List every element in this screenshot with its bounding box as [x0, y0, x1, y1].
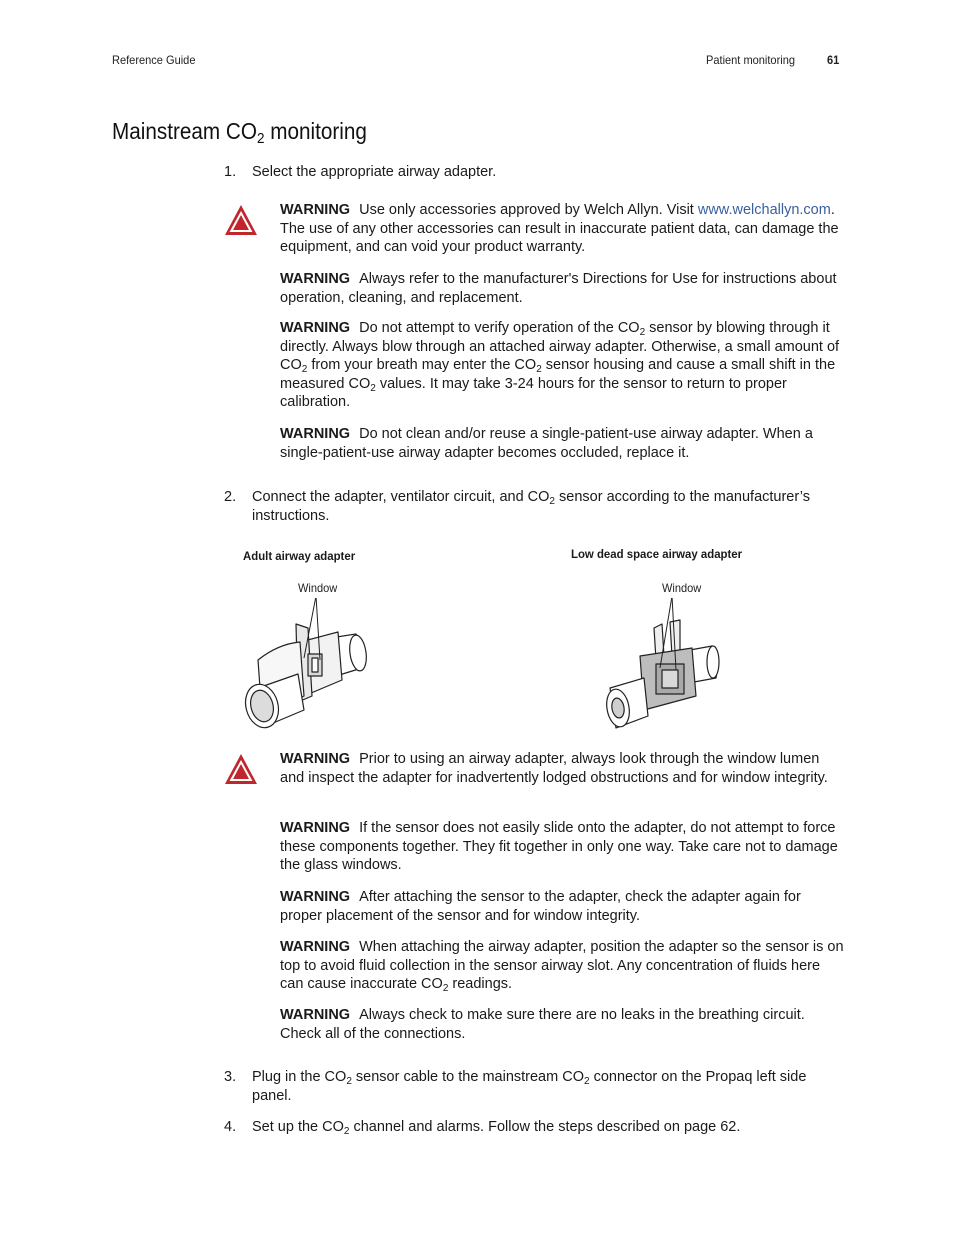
- page-title: Mainstream $CO_2$ monitoring: [112, 118, 367, 147]
- running-header-guide: Reference Guide: [112, 53, 196, 67]
- warning-label: WARNING: [280, 320, 351, 336]
- warning-label: WARNING: [280, 271, 351, 287]
- warning-fluid-collection: WARNING When attaching the airway adapter, position the adapter so the sensor is on top to avoid fluid collection in the sensor airway slot. Any concentration of fluids here can cause inaccurate $CO_2$ readings.: [280, 939, 844, 994]
- warning-inspect-window: WARNING Prior to using an airway adapter, always look through the window lumen and inspect the adapter for inadvertently lodged obstructions and for window integrity.: [280, 751, 828, 786]
- warning-check-placement: WARNING After attaching the sensor to the adapter, check the adapter again for proper placement of the sensor and for window integrity.: [280, 889, 801, 924]
- page-number: 61: [827, 53, 840, 67]
- warning-label: WARNING: [280, 202, 351, 218]
- warning-force-components: WARNING If the sensor does not easily slide onto the adapter, do not attempt to force these components together. They fit together in only one way. Take care not to damage the glass windows.: [280, 820, 838, 873]
- warning-blowing: WARNING Do not attempt to verify operation of the $CO_2$ sensor by blowing through it directly. Always blow through an attached airway adapter. Otherwise, a small amount of $CO_2$ from your breath may enter the $CO_2$ sensor housing and cause a small shift in the measured $CO_2$ values. It may take 3-24 hours for the sensor to return to proper calibration.: [280, 320, 840, 410]
- low-dead-space-caption: Low dead space airway adapter: [571, 547, 743, 561]
- low-dead-space-adapter-image: [600, 598, 725, 736]
- warning-directions-for-use: WARNING Always refer to the manufacturer's Directions for Use for instructions about operation, cleaning, and replacement.: [280, 271, 837, 306]
- warning-label: WARNING: [280, 751, 351, 767]
- step-number: 2.: [224, 489, 237, 505]
- warning-accessories: WARNING Use only accessories approved by Welch Allyn. Visit www.welchallyn.com. The use of any other accessories can result in inaccurate patient data, can damage the equipment, and can void your product warranty.: [280, 202, 839, 255]
- step-text: Select the appropriate airway adapter.: [252, 164, 497, 180]
- running-header-section: Patient monitoring: [706, 53, 795, 67]
- warning-label: WARNING: [280, 820, 351, 836]
- step-text: Connect the adapter, ventilator circuit, and $CO_2$ sensor according to the manufacturer’s instructions.: [252, 489, 810, 524]
- warning-single-use: WARNING Do not clean and/or reuse a single-patient-use airway adapter. When a single-patient-use airway adapter becomes occluded, replace it.: [280, 426, 813, 461]
- adult-airway-adapter-image: [238, 598, 373, 730]
- low-window-label: Window: [662, 581, 702, 595]
- step-number: 1.: [224, 164, 237, 180]
- welchallyn-link[interactable]: www.welchallyn.com: [697, 202, 831, 218]
- warning-label: WARNING: [280, 939, 351, 955]
- warning-triangle-icon: [224, 753, 258, 785]
- adult-window-label: Window: [298, 581, 338, 595]
- step-number: 3.: [224, 1069, 237, 1085]
- warning-check-leaks: WARNING Always check to make sure there are no leaks in the breathing circuit. Check all of the connections.: [280, 1007, 805, 1042]
- step-text: Set up the $CO_2$ channel and alarms. Follow the steps described on page 62.: [252, 1119, 741, 1137]
- warning-label: WARNING: [280, 1007, 351, 1023]
- warning-triangle-icon: [224, 204, 258, 236]
- adult-adapter-caption: Adult airway adapter: [243, 549, 356, 563]
- warning-label: WARNING: [280, 426, 351, 442]
- step-number: 4.: [224, 1119, 237, 1135]
- step-text: Plug in the $CO_2$ sensor cable to the mainstream $CO_2$ connector on the Propaq left side panel.: [252, 1069, 807, 1104]
- warning-label: WARNING: [280, 889, 351, 905]
